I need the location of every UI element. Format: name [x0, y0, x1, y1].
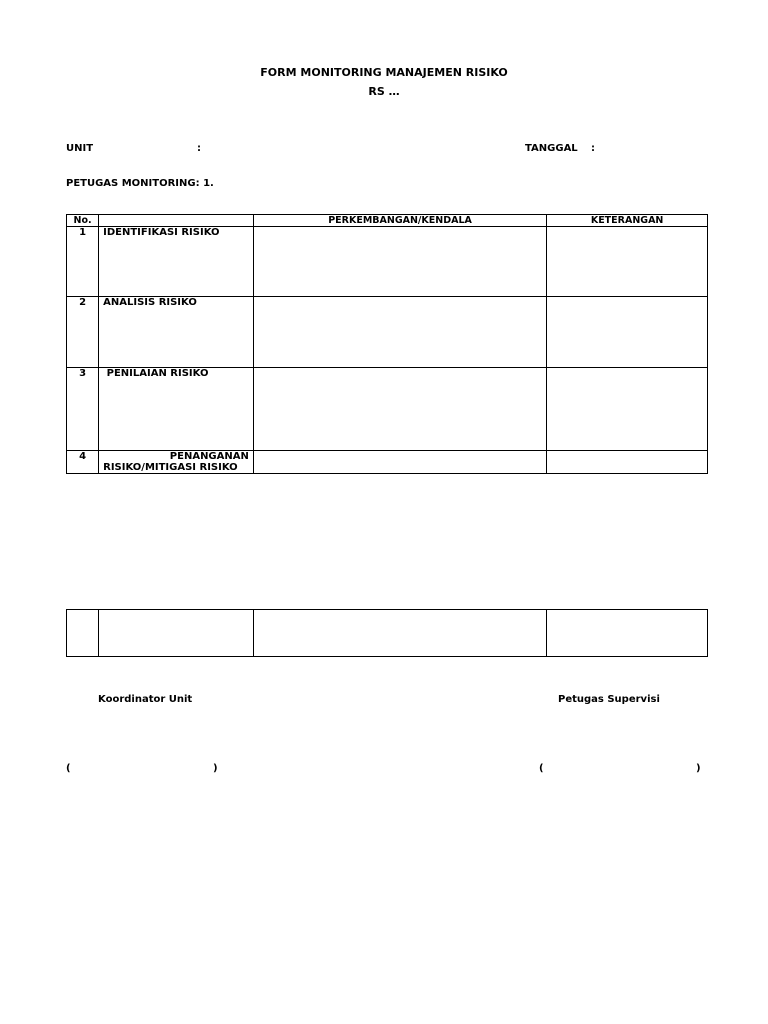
- date-colon: :: [591, 143, 595, 154]
- table-header-row: [67, 215, 708, 227]
- row-item-line2: RISIKO/MITIGASI RISIKO: [103, 462, 238, 473]
- col-header-notes: KETERANGAN: [547, 215, 708, 227]
- notes-cell[interactable]: [547, 227, 708, 297]
- row-item: IDENTIFIKASI RISIKO: [99, 227, 254, 297]
- officer-value: : 1.: [195, 178, 214, 189]
- notes-cell[interactable]: [547, 297, 708, 368]
- right-close-paren: ): [696, 763, 701, 774]
- unit-colon: :: [197, 143, 201, 154]
- col-header-development: PERKEMBANGAN/KENDALA: [253, 215, 546, 227]
- development-cell[interactable]: [253, 451, 546, 474]
- col-header-no: No.: [67, 215, 99, 227]
- development-cell[interactable]: [253, 227, 546, 297]
- right-open-paren: (: [539, 763, 544, 774]
- table-row: [67, 451, 708, 474]
- table-row: [67, 227, 708, 297]
- continuation-table: [66, 609, 708, 657]
- development-cell[interactable]: [253, 368, 546, 451]
- development-cell[interactable]: [253, 297, 546, 368]
- row-number: 1: [67, 227, 99, 297]
- row-number: 4: [67, 451, 99, 474]
- left-open-paren: (: [66, 763, 71, 774]
- empty-cell[interactable]: [253, 610, 546, 657]
- form-title: FORM MONITORING MANAJEMEN RISIKO: [260, 66, 508, 79]
- supervisor-title: Petugas Supervisi: [558, 694, 660, 705]
- table-row: [67, 297, 708, 368]
- left-close-paren: ): [213, 763, 218, 774]
- row-number: 3: [67, 368, 99, 451]
- table-row: [67, 610, 708, 657]
- empty-cell: [99, 610, 254, 657]
- row-item: ANALISIS RISIKO: [99, 297, 254, 368]
- row-item-line1: PENANGANAN: [169, 451, 249, 462]
- empty-cell[interactable]: [547, 610, 708, 657]
- form-subtitle: RS …: [368, 85, 400, 98]
- row-item: [99, 451, 254, 474]
- empty-cell: [67, 610, 99, 657]
- notes-cell[interactable]: [547, 451, 708, 474]
- officer-field: [66, 178, 214, 189]
- col-header-item: [99, 215, 254, 227]
- row-item: PENILAIAN RISIKO: [99, 368, 254, 451]
- row-number: 2: [67, 297, 99, 368]
- unit-label: UNIT: [66, 143, 94, 154]
- monitoring-table: [66, 214, 708, 474]
- date-label: TANGGAL: [525, 143, 578, 154]
- table-row: [67, 368, 708, 451]
- coordinator-title: Koordinator Unit: [98, 694, 193, 705]
- notes-cell[interactable]: [547, 368, 708, 451]
- officer-label: PETUGAS MONITORING: [66, 178, 196, 189]
